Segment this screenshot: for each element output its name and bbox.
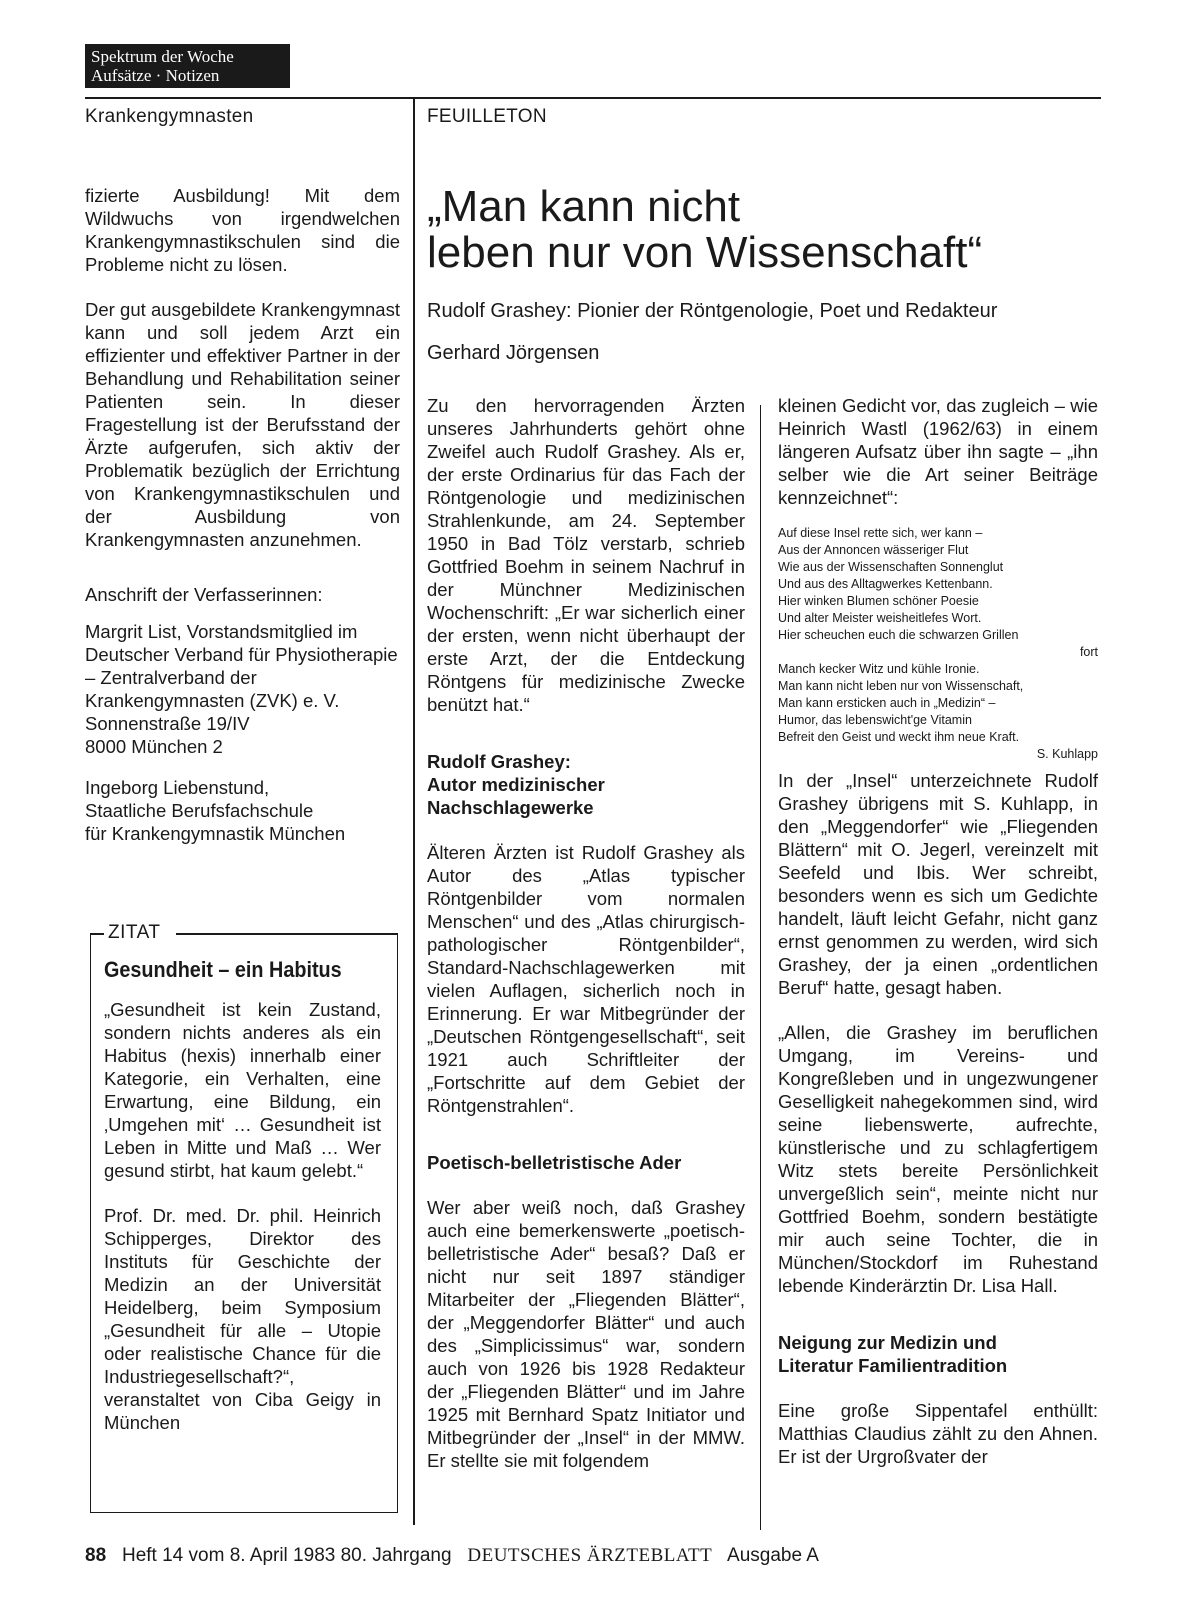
- poem-line: Man kann nicht leben nur von Wissenschaft,: [778, 679, 1024, 693]
- left-paragraph: fizierte Ausbildung! Mit dem Wildwuchs von irgendwelchen Krankengymnastikschulen sind die Probleme nicht zu lösen.: [85, 185, 400, 275]
- quote-label: ZITAT: [108, 922, 161, 943]
- article-subheading: [427, 750, 745, 819]
- address-block-1: [85, 620, 400, 758]
- article-subheading: [778, 1331, 1098, 1377]
- left-paragraph: Der gut ausgebildete Krankengymnast kann und soll jedem Arzt ein effizienter und effektiver Partner in der Behandlung und Rehabilitation seiner Patienten sein. In dieser Fragestellung ist der Berufsstand der Ärzte aufgerufen, sich aktiv der Problematik bezüglich der Errichtung von Krankengymnastikschulen und der Ausbildung von Krankengymnasten anzunehmen.: [85, 299, 400, 550]
- address-line: Staatliche Berufsfachschule: [85, 800, 314, 821]
- issue-info: Heft 14 vom 8. April 1983 80. Jahrgang: [121, 1545, 452, 1566]
- journal-name: DEUTSCHES ÄRZTEBLATT: [467, 1545, 713, 1566]
- article-author: Gerhard Jörgensen: [427, 342, 600, 364]
- article-subtitle: Rudolf Grashey: Pionier der Röntgenologie, Poet und Redakteur: [427, 300, 998, 322]
- address-block-2: [85, 776, 400, 845]
- quote-box-top-rule: [90, 933, 104, 935]
- column-divider: [413, 97, 415, 1525]
- address-line: 8000 München 2: [85, 736, 223, 757]
- section-header-box: [85, 44, 290, 88]
- poem: [778, 525, 1098, 763]
- poem-line: Befreit den Geist und weckt ihm neue Kraft.: [778, 730, 1020, 744]
- page-footer: [85, 1545, 819, 1567]
- subheading-line: Autor medizinischer: [427, 774, 605, 795]
- left-column-text: [85, 184, 400, 845]
- article-subheading: Poetisch-belletristische Ader: [427, 1152, 682, 1173]
- poem-line: Und aus des Alltagwerkes Kettenbann.: [778, 577, 993, 591]
- article-paragraph: Zu den hervorragenden Ärzten unseres Jahrhunderts gehört ohne Zweifel auch Rudolf Grashey. Als er, der erste Ordinarius für das Fach der Röntgenologie und medizinischen Strahlenkunde, am 24. September 1950 in Bad Tölz verstarb, schrieb Gottfried Boehm in seinem Nachruf in der Münchner Medizinischen Wochenschrift: „Er war sicherlich einer der ersten, wenn nicht überhaupt der erste Arzt, der die Entdeckung Röntgens für medizinische Zwecke benützt hat.“: [427, 395, 745, 715]
- page-number: 88: [85, 1545, 107, 1566]
- address-line: Deutscher Verband für Physiotherapie – Zentralverband der Krankengymnasten (ZVK) e. V.: [85, 644, 398, 711]
- quote-text: „Gesundheit ist kein Zustand, sondern nichts anderes als ein Habitus (hexis) innerhalb einer Kategorie, ein Verhalten, eine Erwartung, eine Bildung, ein ‚Umgehen mit‘ … Gesundheit ist Leben in Mitte und Maß … Wer gesund stirbt, hat kaum gelebt.“: [104, 999, 381, 1181]
- header-line2: Aufsätze · Notizen: [91, 66, 220, 85]
- article-paragraph: Älteren Ärzten ist Rudolf Grashey als Autor des „Atlas typischer Röntgenbilder vom normalen Menschen“ und des „Atlas chirurgisch-pathologischer Röntgenbilder“, Standard-Nachschlagewerken mit vielen Auflagen, sicherlich noch in Erinnerung. Er war Mitbegründer der „Deutschen Röntgengesellschaft“, seit 1921 auch Schriftleiter der „Fortschritte auf dem Gebiet der Röntgenstrahlen“.: [427, 842, 745, 1116]
- headline-line: leben nur von Wissenschaft“: [427, 228, 983, 277]
- article-paragraph: kleinen Gedicht vor, das zugleich – wie Heinrich Wastl (1962/63) in einem längeren Aufsatz über ihn sagte – „ihn selber wie die Art seiner Beiträge kennzeichnet“:: [778, 395, 1098, 508]
- quote-body: [104, 998, 381, 1456]
- poem-line: Auf diese Insel rette sich, wer kann –: [778, 526, 983, 540]
- subheading-line: Literatur Familientradition: [778, 1355, 1008, 1376]
- poem-line: Wie aus der Wissenschaften Sonnenglut: [778, 560, 1004, 574]
- edition: Ausgabe A: [727, 1545, 819, 1566]
- subheading-line: Nachschlagewerke: [427, 797, 594, 818]
- poem-signature: S. Kuhlapp: [1036, 747, 1098, 761]
- poem-line: Aus der Annoncen wässeriger Flut: [778, 543, 969, 557]
- address-heading: Anschrift der Verfasserinnen:: [85, 584, 323, 605]
- poem-line: Und alter Meister weisheitlefes Wort.: [778, 611, 982, 625]
- address-line: Sonnenstraße 19/IV: [85, 713, 250, 734]
- subheading-line: Neigung zur Medizin und: [778, 1332, 997, 1353]
- address-line: Margrit List, Vorstandsmitglied im: [85, 621, 358, 642]
- article-paragraph: In der „Insel“ unterzeichnete Rudolf Grashey übrigens mit S. Kuhlapp, in den „Meggendorfer“ wie „Fliegenden Blättern“ mit O. Jegerl, vereinzelt mit Seefeld und Ibis. Wer schreibt, besonders wenn es sich um Gedichte handelt, läuft leicht Gefahr, nicht ganz ernst genommen zu werden, wird sich Grashey, der ja einen „ordentlichen Beruf“ hatte, gesagt haben.: [778, 770, 1098, 998]
- poem-line: Man kann ersticken auch in „Medizin“ –: [778, 696, 996, 710]
- article-column-1: [427, 394, 745, 1494]
- poem-line: Humor, das lebenswicht'ge Vitamin: [778, 713, 972, 727]
- poem-line-continuation: fort: [1079, 645, 1098, 659]
- poem-line: Hier scheuchen euch die schwarzen Grillen: [778, 628, 1019, 642]
- article-section-label: FEUILLETON: [427, 106, 547, 127]
- address-line: Ingeborg Liebenstund,: [85, 777, 270, 798]
- headline-line: „Man kann nicht: [427, 182, 741, 231]
- left-section-label: Krankengymnasten: [85, 106, 254, 127]
- article-paragraph: Wer aber weiß noch, daß Grashey auch eine bemerkenswerte „poetisch-belletristische Ader“ besaß? Daß er nicht nur seit 1897 ständiger Mitarbeiter der „Fliegenden Blätter“, der „Meggendorfer Blätter“ und auch des „Simplicissimus“ war, sondern auch von 1926 bis 1928 Redakteur der „Fliegenden Blätter“ und im Jahre 1925 mit Bernhard Spatz Initiator und Mitbegründer der „Insel“ in der MMW. Er stellte sie mit folgendem: [427, 1197, 745, 1471]
- poem-line: Hier winken Blumen schöner Poesie: [778, 594, 979, 608]
- subheading-line: Rudolf Grashey:: [427, 751, 571, 772]
- article-paragraph: „Allen, die Grashey im beruflichen Umgang, im Vereins- und Kongreßleben und in ungezwungener Geselligkeit nahegekommen sind, wird seine liebenswerte, aufrechte, künstlerische und zu schlagfertigem Witz stets bereite Persönlichkeit unvergeßlich sein“, meinte nicht nur Gottfried Boehm, sondern bestätigte mir auch seine Tochter, die in München/Stockdorf im Ruhestand lebende Kinderärztin Dr. Lisa Hall.: [778, 1022, 1098, 1296]
- top-rule: [85, 97, 1101, 99]
- article-paragraph: Eine große Sippentafel enthüllt: Matthias Claudius zählt zu den Ahnen. Er ist der Urgroßvater der: [778, 1400, 1098, 1467]
- quote-box-top-rule: [176, 933, 398, 935]
- header-line1: Spektrum der Woche: [91, 47, 234, 66]
- address-line: für Krankengymnastik München: [85, 823, 346, 844]
- quote-title: Gesundheit – ein Habitus: [104, 957, 342, 982]
- article-column-2: [778, 394, 1098, 1490]
- article-column-divider: [760, 405, 761, 1530]
- quote-source: Prof. Dr. med. Dr. phil. Heinrich Schipperges, Direktor des Instituts für Geschichte der Medizin an der Universität Heidelberg, beim Symposium „Gesundheit für alle – Utopie oder realistische Chance für die Industriegesellschaft?“, veranstaltet von Ciba Geigy in München: [104, 1205, 381, 1433]
- article-headline: [427, 184, 1087, 276]
- poem-line: Manch kecker Witz und kühle Ironie.: [778, 662, 980, 676]
